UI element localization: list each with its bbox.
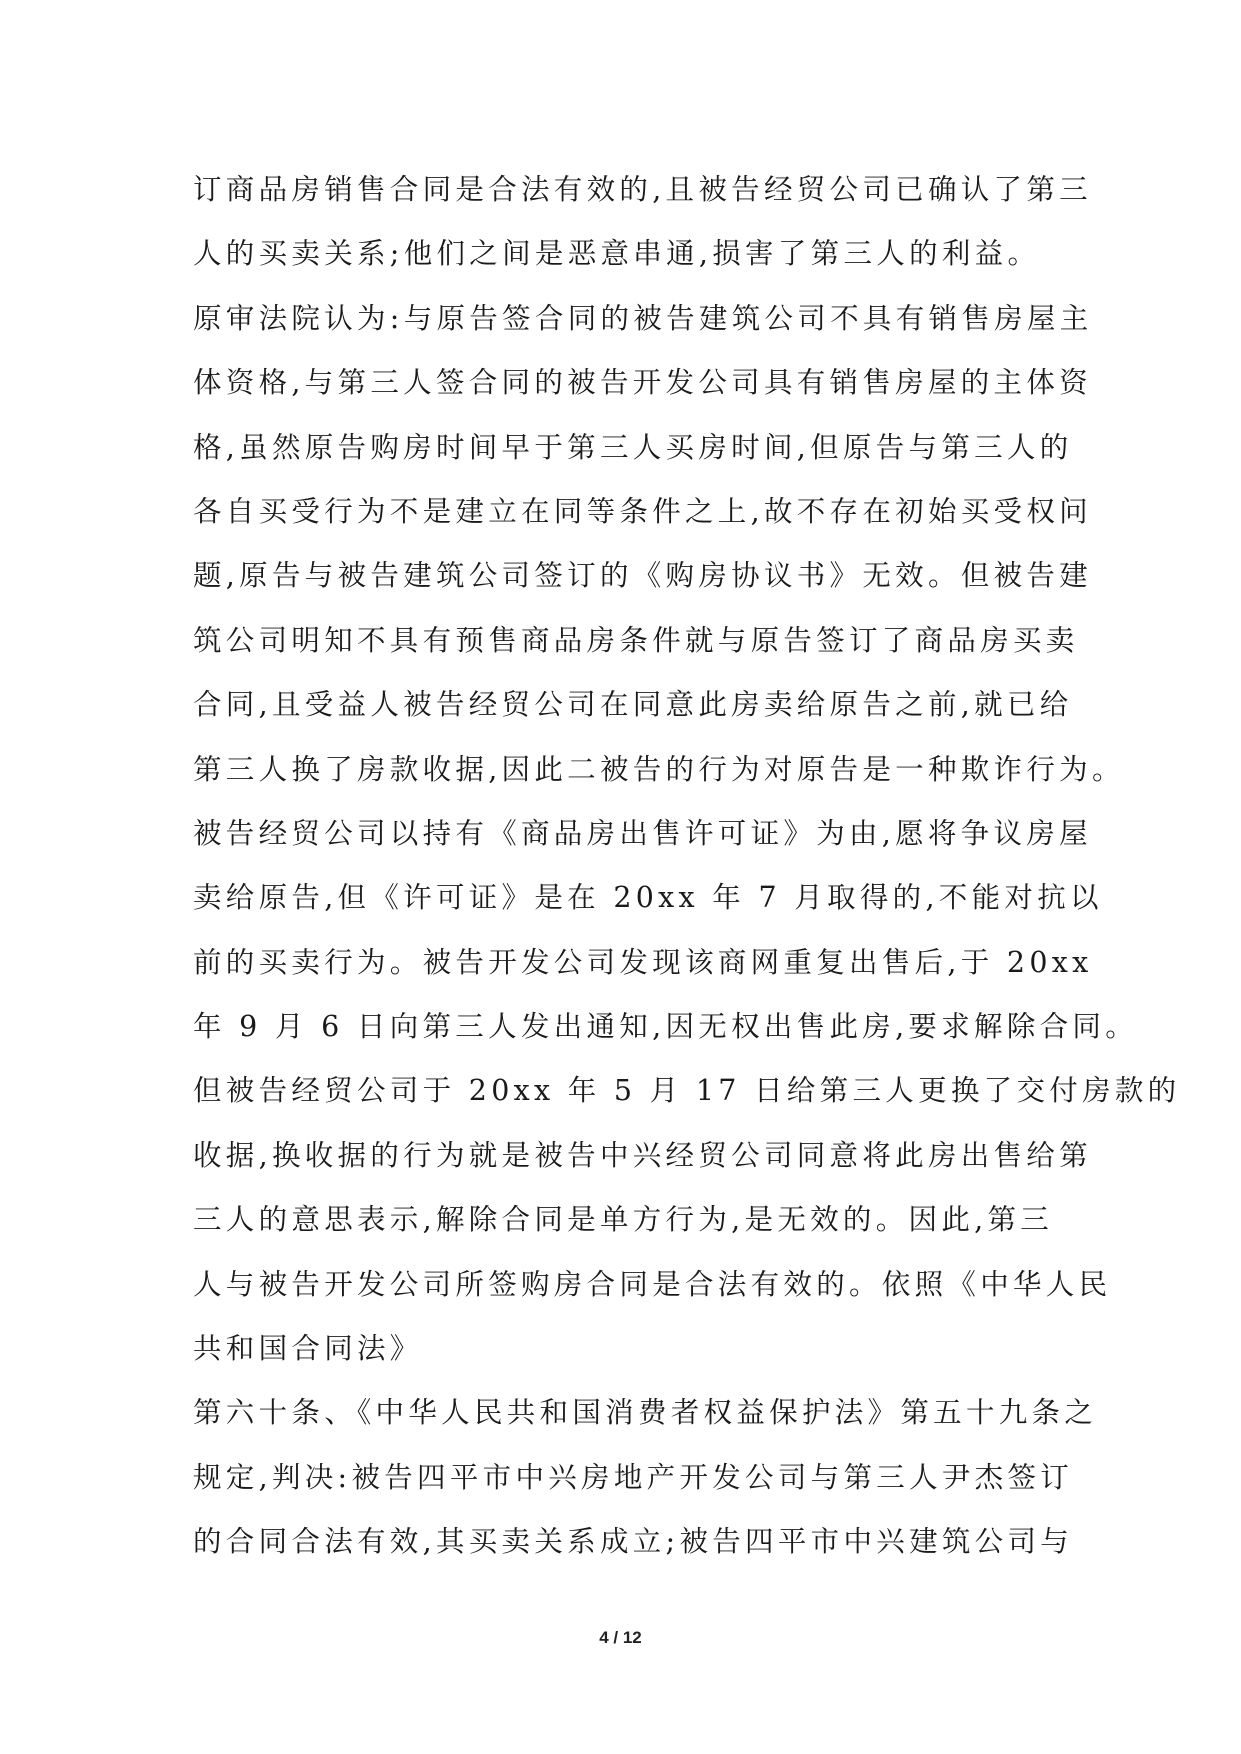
text-line: 筑公司明知不具有预售商品房条件就与原告签订了商品房买卖 <box>193 623 1079 657</box>
text-line: 的合同合法有效,其买卖关系成立;被告四平市中兴建筑公司与 <box>193 1525 1074 1559</box>
text-line: 三人的意思表示,解除合同是单方行为,是无效的。因此,第三 <box>193 1203 1054 1237</box>
text-line: 年 9 月 6 日向第三人发出通知,因无权出售此房,要求解除合同。 <box>193 1010 1139 1044</box>
text-line: 人的买卖关系;他们之间是恶意串通,损害了第三人的利益。 <box>193 237 1041 271</box>
text-line: 各自买受行为不是建立在同等条件之上,故不存在初始买受权问 <box>193 494 1092 528</box>
text-line: 共和国合同法》 <box>193 1332 423 1366</box>
text-line: 体资格,与第三人签合同的被告开发公司具有销售房屋的主体资 <box>193 366 1092 400</box>
page-number: 4 / 12 <box>599 1628 642 1647</box>
text-line: 规定,判决:被告四平市中兴房地产开发公司与第三人尹杰签订 <box>193 1460 1074 1494</box>
text-line: 但被告经贸公司于 20xx 年 5 月 17 日给第三人更换了交付房款的 <box>193 1074 1181 1108</box>
body-text <box>193 158 1181 1575</box>
text-line: 卖给原告,但《许可证》是在 20xx 年 7 月取得的,不能对抗以 <box>193 881 1103 915</box>
text-line: 第六十条、《中华人民共和国消费者权益保护法》第五十九条之 <box>193 1396 1098 1430</box>
text-line: 人与被告开发公司所签购房合同是合法有效的。依照《中华人民 <box>193 1267 1112 1301</box>
text-line: 收据,换收据的行为就是被告中兴经贸公司同意将此房出售给第 <box>193 1138 1092 1172</box>
text-line: 原审法院认为:与原告签合同的被告建筑公司不具有销售房屋主 <box>193 301 1093 335</box>
text-line: 题,原告与被告建筑公司签订的《购房协议书》无效。但被告建 <box>193 559 1092 593</box>
text-line: 被告经贸公司以持有《商品房出售许可证》为由,愿将争议房屋 <box>193 816 1092 850</box>
text-line: 第三人换了房款收据,因此二被告的行为对原告是一种欺诈行为。 <box>193 752 1125 786</box>
text-line: 前的买卖行为。被告开发公司发现该商网重复出售后,于 20xx <box>193 945 1093 979</box>
text-line: 格,虽然原告购房时间早于第三人买房时间,但原告与第三人的 <box>193 430 1073 464</box>
text-line: 订商品房销售合同是合法有效的,且被告经贸公司已确认了第三 <box>193 173 1092 206</box>
text-line: 合同,且受益人被告经贸公司在同意此房卖给原告之前,就已给 <box>193 688 1073 722</box>
